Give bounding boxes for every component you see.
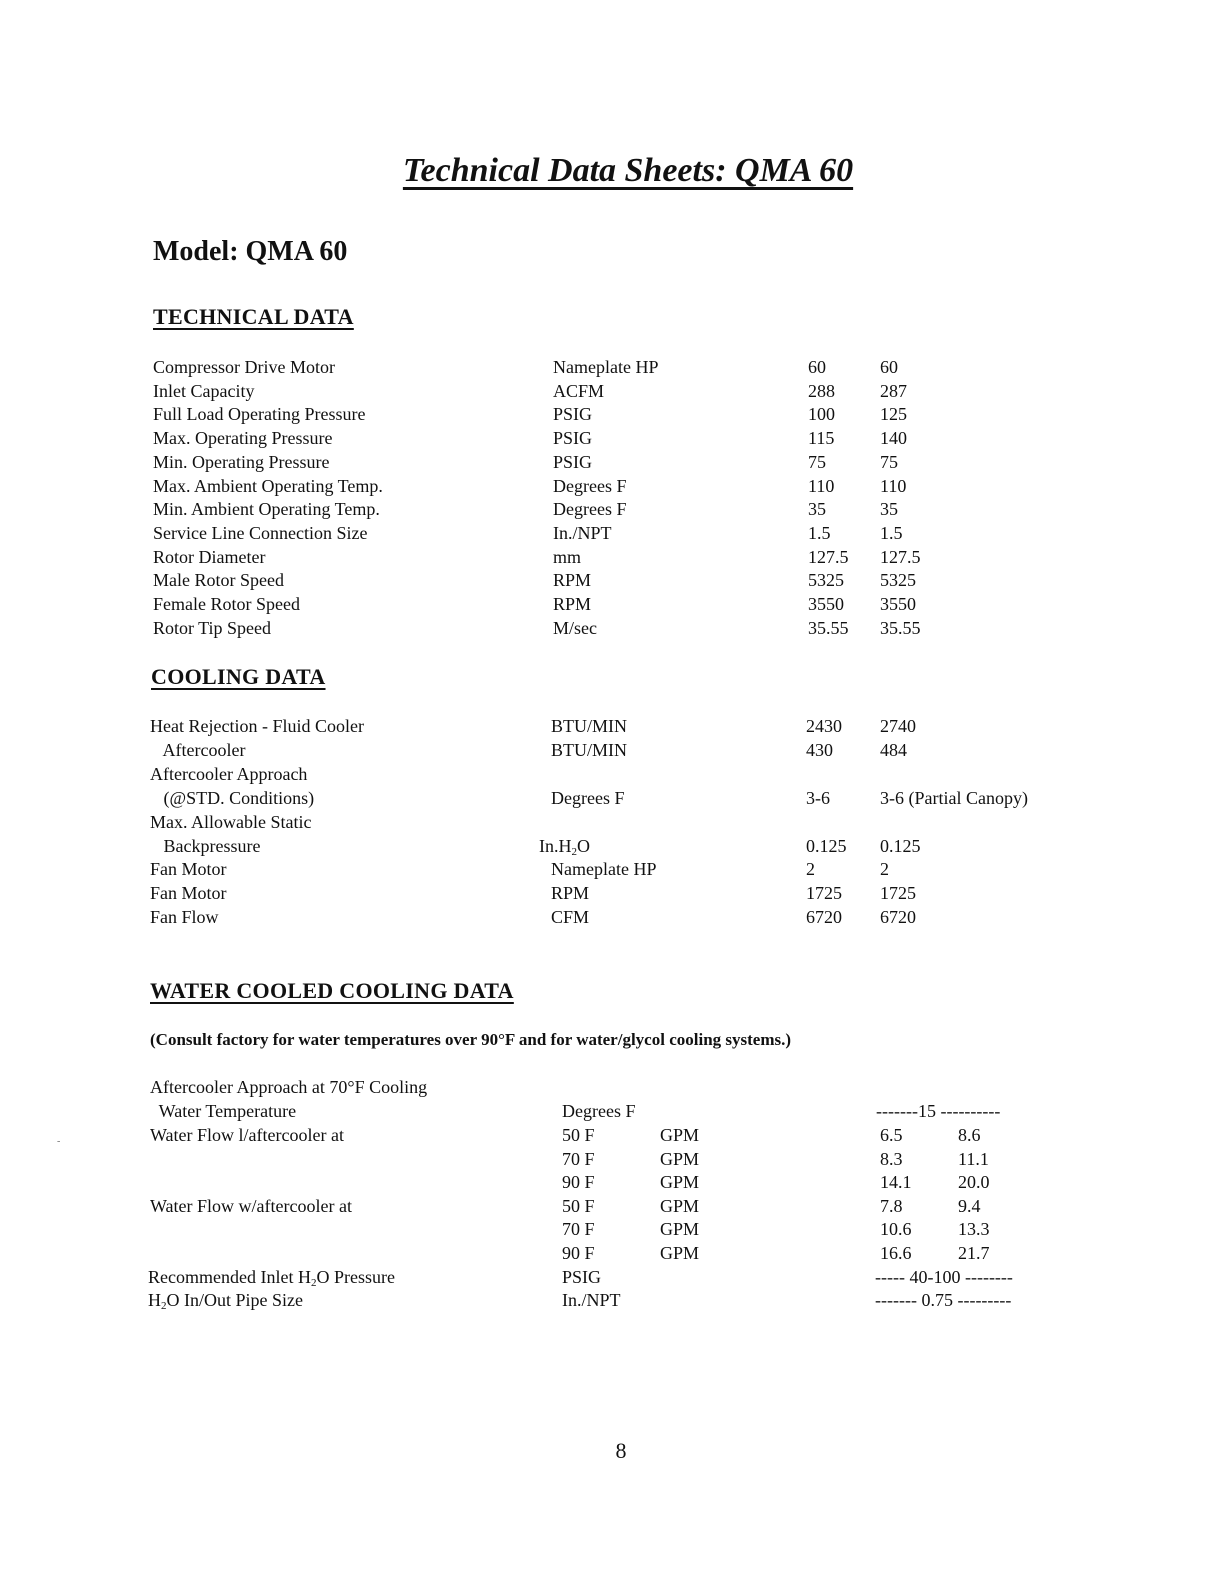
tech-row-unit: mm (553, 547, 582, 567)
tech-row-label: Max. Ambient Operating Temp. (153, 476, 383, 496)
cooling-row-unit: BTU/MIN (551, 740, 627, 760)
flow-row-unit: GPM (660, 1196, 700, 1216)
tech-row-unit: M/sec (553, 618, 597, 638)
tech-row-unit: RPM (553, 594, 592, 614)
tech-row-value-1: 75 (808, 452, 826, 472)
flow-row-temp: 70 F (562, 1149, 595, 1169)
cooling-row-value-2: 3-6 (Partial Canopy) (880, 788, 1028, 808)
tech-row-value-2: 60 (880, 357, 898, 377)
inlet-pressure-unit: PSIG (562, 1267, 602, 1287)
flow-row-unit: GPM (660, 1172, 700, 1192)
flow-without-aftercooler-label: Water Flow l/aftercooler at (150, 1125, 344, 1145)
cooling-row-value-2: 2 (880, 859, 889, 879)
tech-row-unit: RPM (553, 570, 592, 590)
tech-row-value-2: 110 (880, 476, 907, 496)
cooling-row-value-1: 1725 (806, 883, 842, 903)
flow-row-value-1: 8.3 (880, 1149, 903, 1169)
tech-row-value-1: 3550 (808, 594, 844, 614)
pipe-size-label: $H_2O$ In/Out Pipe Size (148, 1290, 303, 1312)
cooling-row-label: (@STD. Conditions) (150, 788, 315, 808)
inlet-pressure-label: Recommended Inlet $H_2O$ Pressure (148, 1267, 395, 1289)
flow-row-value-1: 10.6 (880, 1219, 912, 1239)
flow-row-unit: GPM (660, 1149, 700, 1169)
tech-row-unit: PSIG (553, 452, 593, 472)
cooling-row-label: Aftercooler Approach (150, 764, 308, 784)
flow-row-unit: GPM (660, 1243, 700, 1263)
flow-row-temp: 90 F (562, 1172, 595, 1192)
tech-row-value-1: 288 (808, 381, 835, 401)
tech-row-unit: Degrees F (553, 499, 627, 519)
tech-row-value-2: 1.5 (880, 523, 903, 543)
flow-row-value-2: 8.6 (958, 1125, 981, 1145)
flow-row-temp: 50 F (562, 1196, 595, 1216)
cooling-row-value-2: 6720 (880, 907, 916, 927)
tech-row-value-1: 5325 (808, 570, 844, 590)
tech-row-unit: PSIG (553, 404, 593, 424)
tech-row-value-2: 140 (880, 428, 907, 448)
cooling-row-label: Backpressure (150, 836, 261, 856)
cooling-row-label: Heat Rejection - Fluid Cooler (150, 716, 364, 736)
cooling-row-unit: CFM (551, 907, 590, 927)
cooling-row-value-2: 1725 (880, 883, 916, 903)
flow-row-unit: GPM (660, 1125, 700, 1145)
cooling-row-unit: $In.H_2O$ (539, 836, 590, 858)
stray-mark: - (57, 1136, 61, 1147)
flow-row-value-1: 7.8 (880, 1196, 903, 1216)
flow-row-value-2: 11.1 (958, 1149, 989, 1169)
cooling-row-unit: RPM (551, 883, 590, 903)
tech-row-value-1: 1.5 (808, 523, 831, 543)
flow-row-value-1: 16.6 (880, 1243, 912, 1263)
pipe-size-unit: In./NPT (562, 1290, 621, 1310)
tech-row-label: Male Rotor Speed (153, 570, 284, 590)
cooling-row-value-1: 3-6 (806, 788, 830, 808)
cooling-row-label: Aftercooler (150, 740, 246, 760)
tech-row-value-2: 3550 (880, 594, 916, 614)
tech-row-label: Inlet Capacity (153, 381, 255, 401)
tech-row-value-2: 75 (880, 452, 898, 472)
tech-row-label: Min. Operating Pressure (153, 452, 330, 472)
model-heading: Model: QMA 60 (153, 236, 348, 267)
flow-row-value-1: 6.5 (880, 1125, 903, 1145)
page-number: 8 (615, 1438, 627, 1463)
flow-row-value-2: 20.0 (958, 1172, 990, 1192)
tech-row-label: Rotor Tip Speed (153, 618, 272, 638)
tech-row-value-2: 35.55 (880, 618, 921, 638)
page-title: Technical Data Sheets: QMA 60 (402, 152, 854, 189)
tech-row-value-2: 125 (880, 404, 907, 424)
tech-row-value-1: 35 (808, 499, 826, 519)
flow-row-value-2: 21.7 (958, 1243, 990, 1263)
cooling-data-heading: COOLING DATA (151, 664, 326, 689)
cooling-row-value-2: 0.125 (880, 836, 921, 856)
tech-row-unit: Degrees F (553, 476, 627, 496)
cooling-row-value-2: 2740 (880, 716, 916, 736)
tech-row-value-2: 127.5 (880, 547, 921, 567)
cooling-row-label: Max. Allowable Static (150, 812, 312, 832)
approach-unit: Degrees F (562, 1101, 636, 1121)
cooling-row-unit: BTU/MIN (551, 716, 627, 736)
tech-row-value-2: 287 (880, 381, 907, 401)
flow-row-value-1: 14.1 (880, 1172, 912, 1192)
tech-row-label: Service Line Connection Size (153, 523, 368, 543)
cooling-row-unit: Degrees F (551, 788, 625, 808)
flow-with-aftercooler-label: Water Flow w/aftercooler at (150, 1196, 352, 1216)
flow-row-temp: 70 F (562, 1219, 595, 1239)
water-cooled-heading: WATER COOLED COOLING DATA (150, 978, 514, 1003)
approach-value: -------15 ---------- (876, 1101, 1001, 1121)
tech-row-value-2: 5325 (880, 570, 916, 590)
pipe-size-value: ------- 0.75 --------- (875, 1290, 1012, 1310)
cooling-row-value-1: 0.125 (806, 836, 847, 856)
tech-row-unit: ACFM (553, 381, 605, 401)
cooling-row-value-1: 2 (806, 859, 815, 879)
flow-row-temp: 50 F (562, 1125, 595, 1145)
tech-row-label: Full Load Operating Pressure (153, 404, 366, 424)
cooling-row-label: Fan Motor (150, 883, 227, 903)
tech-row-value-1: 110 (808, 476, 835, 496)
flow-row-value-2: 13.3 (958, 1219, 990, 1239)
cooling-row-value-1: 2430 (806, 716, 842, 736)
tech-row-label: Compressor Drive Motor (153, 357, 335, 377)
tech-row-value-1: 100 (808, 404, 835, 424)
approach-label-line1: Aftercooler Approach at 70°F Cooling (150, 1077, 428, 1097)
tech-row-label: Rotor Diameter (153, 547, 266, 567)
tech-row-label: Max. Operating Pressure (153, 428, 333, 448)
tech-row-label: Min. Ambient Operating Temp. (153, 499, 380, 519)
flow-row-temp: 90 F (562, 1243, 595, 1263)
tech-row-unit: Nameplate HP (553, 357, 659, 377)
tech-row-value-1: 60 (808, 357, 826, 377)
cooling-row-value-2: 484 (880, 740, 907, 760)
water-temp-note: (Consult factory for water temperatures over 90°F and for water/glycol cooling systems.) (150, 1030, 792, 1049)
cooling-row-label: Fan Flow (150, 907, 219, 927)
tech-row-label: Female Rotor Speed (153, 594, 300, 614)
cooling-row-label: Fan Motor (150, 859, 227, 879)
flow-row-unit: GPM (660, 1219, 700, 1239)
technical-data-heading: TECHNICAL DATA (153, 304, 354, 329)
cooling-row-value-1: 6720 (806, 907, 842, 927)
tech-row-value-1: 115 (808, 428, 835, 448)
inlet-pressure-value: ----- 40-100 -------- (875, 1267, 1013, 1287)
cooling-row-value-1: 430 (806, 740, 833, 760)
approach-label-line2: Water Temperature (150, 1101, 297, 1121)
tech-row-unit: In./NPT (553, 523, 612, 543)
tech-row-unit: PSIG (553, 428, 593, 448)
tech-row-value-1: 127.5 (808, 547, 849, 567)
tech-row-value-1: 35.55 (808, 618, 849, 638)
cooling-row-unit: Nameplate HP (551, 859, 657, 879)
tech-row-value-2: 35 (880, 499, 898, 519)
flow-row-value-2: 9.4 (958, 1196, 981, 1216)
